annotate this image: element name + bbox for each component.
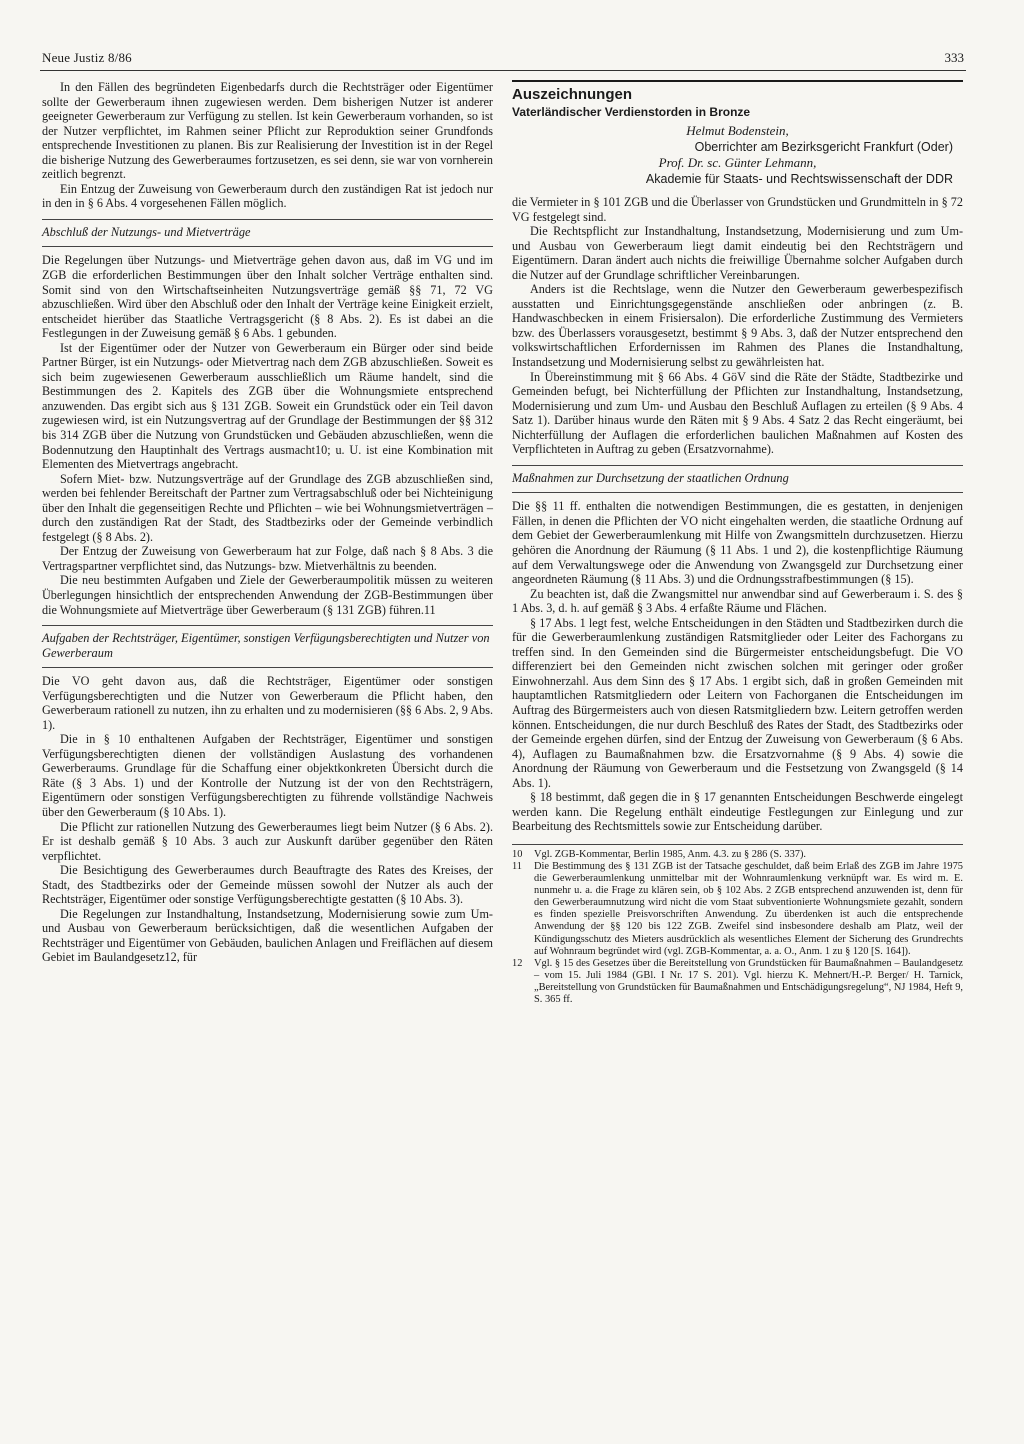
footnote-number: 12: [512, 957, 523, 969]
right-column: [512, 80, 963, 1006]
paragraph: Ist der Eigentümer oder der Nutzer von Gewerberaum ein Bürger oder sind beide Partner Bürger, ist ein Nutzungs- oder Mietvertrag nach dem ZGB abzuschließen. Soweit es sich beim zugewiesenen Gewerberaum ausschließlich um Räume handelt, sind die Bestimmungen des 2. Kapitels des ZGB über die Wohnungsmiete entsprechend anzuwenden. Das ergibt sich aus § 131 ZGB. Soweit ein Grundstück oder ein Teil davon zugewiesen wird, ist ein Nutzungsvertrag auf der Grundlage der Bestimmungen der §§ 312 bis 314 ZGB über die Nutzung von Grundstücken und Gebäuden abzuschließen, wenn die Bodennutzung den Hauptinhalt des Vertrags ausmacht10; u. U. ist eine Kombination mit Elementen des Mietvertrags angebracht.: [42, 340, 493, 472]
paragraph: die Vermieter in § 101 ZGB und die Überlasser von Grundstücken und Grundmitteln in § 72 VG festgelegt sind.: [512, 195, 963, 224]
recipient-role: Oberrichter am Bezirksgericht Frankfurt (Oder): [694, 140, 953, 154]
footnotes: [512, 844, 963, 1006]
section-heading: Abschluß der Nutzungs- und Mietverträge: [42, 219, 493, 248]
award-title: Auszeichnungen: [512, 86, 633, 103]
section-heading: Maßnahmen zur Durchsetzung der staatlichen Ordnung: [512, 465, 963, 494]
paragraph: § 18 bestimmt, daß gegen die in § 17 genannten Entscheidungen Beschwerde eingelegt werden kann. Die Regelung enthält eindeutige Festlegungen zur Einlegung und zur Bearbeitung des Rechtsmittels sowie zur Entscheidung darüber.: [512, 790, 963, 834]
paragraph: Die §§ 11 ff. enthalten die notwendigen Bestimmungen, die es gestatten, in denjenigen Fällen, in denen die Pflichten der VO nicht eingehalten werden, die staatliche Ordnung auf dem Gebiet der Gewerberaumlenkung mit Hilfe von Zwangsmitteln durchzusetzen. Hierzu gehören die Anordnung der Räumung (§ 11 Abs. 1 und 2), die kostenpflichtige Räumung auf dem Verwaltungswege oder die Anwendung von Zwangsgeld zur Durchsetzung einer angeordneten Räumung (§ 11 Abs. 3) und die Ordnungsstrafbestimmungen (§ 15).: [512, 499, 963, 587]
paragraph: Die Regelungen zur Instandhaltung, Instandsetzung, Modernisierung sowie zum Um- und Ausbau von Gewerberaum berücksichtigen, daß die wesentlichen Aufgaben der Rechtsträger und Eigentümer von Gebäuden, baulichen Anlagen und Freiflächen auf diesem Gebiet im Baulandgesetz12, für: [42, 906, 493, 965]
footnote-text: Vgl. § 15 des Gesetzes über die Bereitstellung von Grundstücken für Baumaßnahmen – Baulandgesetz – vom 15. Juli 1984 (GBl. I Nr. 17 S. 201). Vgl. hierzu K. Mehnert/H.-P. Berger/ H. Tarnick, „Bereitstellung von Grundstücken für Baumaßnahmen und Entschädigungsregelung“, NJ 1984, Heft 9, S. 365 ff.: [534, 957, 963, 1006]
paragraph: In den Fällen des begründeten Eigenbedarfs durch die Rechtsträger oder Eigentümer sollte der Gewerberaum ihnen zugewiesen werden. Dem bisherigen Nutzer ist anderer geeigneter Gewerberaum zur Verfügung zu stellen. Ist kein Gewerberaum vorhanden, so ist der Nutzer verpflichtet, im Rahmen seiner Pflicht zur Reproduktion seiner Grundfonds entsprechende Investitionen zu planen. Bis zur Realisierung der Investition ist in der Regel die bisherige Nutzung des Gewerberaumes fortzusetzen, es sei denn, sie war von vornherein zeitlich begrenzt.: [42, 80, 493, 182]
paragraph: Zu beachten ist, daß die Zwangsmittel nur anwendbar sind auf Gewerberaum i. S. des § 1 Abs. 3, d. h. auf gemäß § 3 Abs. 4 erfaßte Räume und Flächen.: [512, 586, 963, 616]
paragraph: Der Entzug der Zuweisung von Gewerberaum hat zur Folge, daß nach § 8 Abs. 3 die Vertragspartner verpflichtet sind, das Nutzungs- bzw. Mietverhältnis zu beenden.: [42, 544, 493, 573]
footnote: [512, 958, 963, 1006]
paragraph: Die Besichtigung des Gewerberaumes durch Beauftragte des Rates des Kreises, der Stadt, des Stadtbezirks oder der Gemeinde müssen sowohl der Nutzer als auch der Rechtsträger, Eigentümer oder sonstige Verfügungsberechtigte gestatten (§ 10 Abs. 3).: [42, 863, 493, 907]
paragraph: § 17 Abs. 1 legt fest, welche Entscheidungen in den Städten und Stadtbezirken durch die für die Gewerberaumlenkung zuständigen Ratsmitglieder oder Leiter des Fachorgans zu treffen sind. In den Gemeinden sind die Bürgermeister entscheidungsbefugt. Die VO differenziert bei den Gemeinden nicht zwischen solchen mit geringer oder großer Einwohnerzahl. Aus dem Sinn des § 17 Abs. 1 ergibt sich, daß in großen Gemeinden mit hauptamtlichen Ratsmitgliedern oder Leitern von Fachorganen die Entscheidungen im Auftrag des Bürgermeisters auch von diesen Ratsmitgliedern bzw. Leitern getroffen werden können. Entscheidungen, die nur durch Beschluß des Rates der Stadt, des Stadtbezirks oder der Gemeinde ergehen dürfen, sind der Entzug der Zuweisung von Gewerberaum (§ 6 Abs. 4), Auflagen zu Baumaßnahmen bzw. die Ersatzvornahme (§ 9 Abs. 4) sowie die Anordnung der Räumung von Gewerberaum und die Festsetzung von Zwangsgeld (§ 14 Abs. 1).: [512, 615, 963, 790]
paragraph: Sofern Miet- bzw. Nutzungsverträge auf der Grundlage des ZGB abzuschließen sind, werden bei fehlender Bereitschaft der Partner zum Vertragsabschluß oder bei Nichteinigung über den Inhalt die gegenseitigen Rechte und Pflichten – wie bei Wohnungsmietverträgen – durch den zuständigen Rat der Stadt, des Stadtbezirks oder der Gemeinde verbindlich festgelegt (§ 8 Abs. 2).: [42, 471, 493, 544]
footnote: [512, 861, 963, 958]
page-number: 333: [944, 50, 964, 65]
footnote-text: Die Bestimmung des § 131 ZGB ist der Tatsache geschuldet, daß beim Erlaß des ZGB im Jahre 1975 die Gewerberaumlenkung unmittelbar mit der Wohnraumlenkung verknüpft war. Es wird m. E. nunmehr u. a. die Frage zu klären sein, ob § 102 Abs. 2 ZGB entsprechend anzuwenden ist, denn für den Gewerberaumnutzung wird nicht die vom Staat subventionierte Wohnungsmiete gezahlt, sondern es finden spezielle Preisvorschriften Anwendung. Zu überdenken ist auch die entsprechende Anwendung der §§ 120 bis 122 ZGB. Zweifel sind insbesondere deshalb am Platz, weil der Kündigungsschutz des Mieters ausdrücklich als wesentliches Element der Sicherung des Grundrechts auf Wohnraum begründet wird (vgl. ZGB-Kommentar, a. a. O., Anm. 1 zu § 120 [S. 164]).: [534, 861, 963, 957]
award-subtitle: Vaterländischer Verdienstorden in Bronze: [512, 105, 751, 119]
journal-header: Neue Justiz 8/86: [42, 50, 132, 65]
paragraph: Die in § 10 enthaltenen Aufgaben der Rechtsträger, Eigentümer und sonstigen Verfügungsberechtigten dienen der vollständigen Auslastung des vorhandenen Gewerberaums. Grundlage für die Schaffung einer objektkonkreten Übersicht durch die Räte (§ 3 Abs. 1) und der Kontrolle der Nutzung ist der von den Rechtsträgern, Eigentümern oder sonstigen Verfügungsberechtigten zu führende vollständige Nachweis über den Gewerberaum (§ 10 Abs. 1).: [42, 732, 493, 820]
recipient-name: Prof. Dr. sc. Günter Lehmann,: [658, 155, 817, 170]
footnote: [512, 849, 963, 861]
left-column: [42, 80, 493, 965]
paragraph: In Übereinstimmung mit § 66 Abs. 4 GöV sind die Räte der Städte, Stadtbezirke und Gemeinden befugt, bei Nichterfüllung der Pflichten zur Instandhaltung, Instandsetzung, Modernisierung und zum Um- und Ausbau den Beschluß Auflagen zu erteilen (§ 9 Abs. 4 Satz 1). Darüber hinaus wurde den Räten mit § 9 Abs. 4 Satz 2 das Recht eingeräumt, bei Nichterfüllung der Auflagen die erforderlichen baulichen Maßnahmen auf Kosten des Verpflichteten in Auftrag zu geben (Ersatzvornahme).: [512, 369, 963, 457]
recipient-name: Helmut Bodenstein,: [686, 123, 789, 138]
paragraph: Die Pflicht zur rationellen Nutzung des Gewerberaumes liegt beim Nutzer (§ 6 Abs. 2). Er ist deshalb gemäß § 10 Abs. 3 auch zur Auskunft darüber gegenüber den Räten verpflichtet.: [42, 819, 493, 863]
recipient-role: Akademie für Staats- und Rechtswissenschaft der DDR: [645, 172, 953, 186]
footnote-number: 10: [512, 848, 523, 860]
paragraph: Die Rechtspflicht zur Instandhaltung, Instandsetzung, Modernisierung und zum Um- und Ausbau von Gewerberaum liegt damit eindeutig bei den Rechtsträgern und Eigentümern. Daran ändert auch nichts die freiwillige Übernahme solcher Aufgaben durch die Nutzer auf der Grundlage schriftlicher Vereinbarungen.: [512, 224, 963, 282]
header-rule: [40, 70, 966, 71]
paragraph: Die VO geht davon aus, daß die Rechtsträger, Eigentümer oder sonstigen Verfügungsberechtigten und die Nutzer von Gewerberaum die Pflicht haben, den Gewerberaum rationell zu nutzen, ihn zu erhalten und zu modernisieren (§§ 6 Abs. 2, 9 Abs. 1).: [42, 674, 493, 732]
award-box: [512, 80, 963, 187]
footnote-text: Vgl. ZGB-Kommentar, Berlin 1985, Anm. 4.3. zu § 286 (S. 337).: [534, 848, 807, 860]
paragraph: Die neu bestimmten Aufgaben und Ziele der Gewerberaumpolitik müssen zu weiteren Überlegungen hinsichtlich der entsprechenden Anwendung der ZGB-Bestimmungen über die Wohnungsmiete auf Mietverträge über Gewerberaum (§ 131 ZGB) führen.11: [42, 573, 493, 617]
paragraph: Die Regelungen über Nutzungs- und Mietverträge gehen davon aus, daß im VG und im ZGB die erforderlichen Bestimmungen über den Inhalt solcher Verträge enthalten sind. Somit sind von den Wirtschaftseinheiten Nutzungsverträge gemäß §§ 71, 72 VG abzuschließen. Wird über den Abschluß oder den Inhalt der Verträge keine Einigkeit erzielt, entscheidet hierüber das Staatliche Vertragsgericht (§ 8 Abs. 2). Es ist dabei an die Festlegungen in der Zuweisung gemäß § 6 Abs. 1 gebunden.: [42, 253, 493, 341]
section-heading: Aufgaben der Rechtsträger, Eigentümer, sonstigen Verfügungsberechtigten und Nutzer von Gewerberaum: [42, 625, 493, 668]
paragraph: Ein Entzug der Zuweisung von Gewerberaum durch den zuständigen Rat ist jedoch nur in den in § 6 Abs. 4 vorgesehenen Fällen möglich.: [42, 181, 493, 211]
footnote-number: 11: [512, 861, 523, 873]
paragraph: Anders ist die Rechtslage, wenn die Nutzer den Gewerberaum gewerbespezifisch ausstatten und Einrichtungsgegenstände anschließen oder anbringen (z. B. Handwaschbecken in einem Frisiersalon). Die erforderliche Zustimmung des Vermieters bzw. des Überlassers vorausgesetzt, bestimmt § 9 Abs. 3, daß der Nutzer entsprechend den volkswirtschaftlichen Erfordernissen im Rahmen des Planes die Instandhaltung, Instandsetzung und Modernisierung selbst zu gewährleisten hat.: [512, 282, 963, 370]
